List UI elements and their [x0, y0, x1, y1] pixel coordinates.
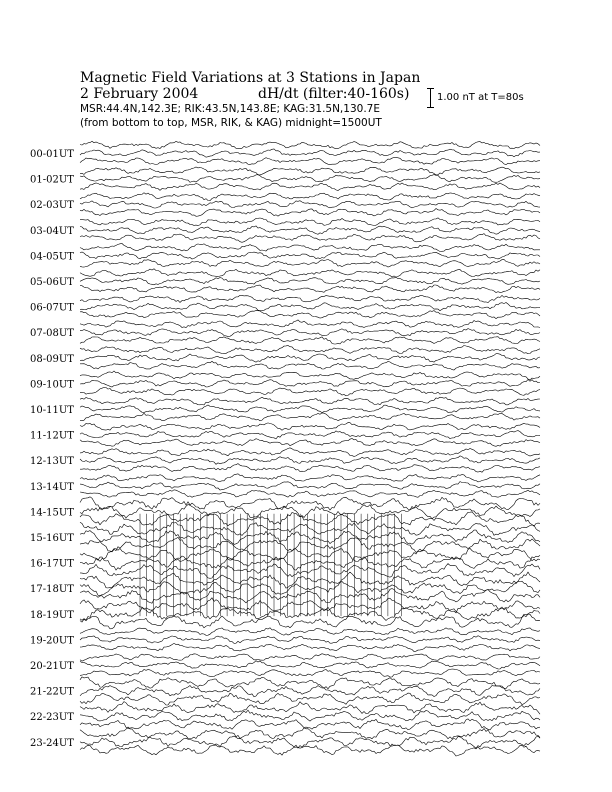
hour-label: 16-17UT — [30, 558, 74, 570]
hour-label: 17-18UT — [30, 584, 74, 596]
trace-msr — [80, 693, 540, 705]
trace-msr — [80, 439, 540, 447]
trace-msr — [80, 537, 540, 552]
trace-msr — [80, 259, 540, 267]
trace-kag — [80, 423, 540, 431]
hour-label: 08-09UT — [30, 353, 74, 365]
trace-kag — [80, 448, 540, 457]
trace-kag — [80, 167, 540, 175]
trace-rik — [80, 405, 540, 413]
station-coordinates: MSR:44.4N,142.3E; RIK:43.5N,143.8E; KAG:31.5N,130.7E — [80, 103, 380, 115]
hour-label: 15-16UT — [30, 533, 74, 544]
trace-rik — [80, 149, 540, 157]
trace-msr — [80, 157, 540, 164]
trace-rik — [80, 482, 540, 490]
trace-msr — [80, 234, 540, 243]
trace-rik — [80, 530, 540, 544]
trace-kag — [80, 727, 540, 739]
hour-label: 02-03UT — [30, 200, 74, 212]
trace-kag — [80, 193, 540, 201]
trace-kag — [80, 218, 540, 226]
trace-rik — [80, 277, 540, 285]
trace-kag — [80, 371, 540, 380]
hour-label: 01-02UT — [30, 174, 74, 186]
hour-label: 03-04UT — [30, 225, 74, 237]
trace-kag — [80, 654, 540, 661]
trace-msr — [80, 337, 540, 344]
trace-kag — [80, 141, 540, 148]
trace-kag — [80, 497, 540, 510]
chart-title: Magnetic Field Variations at 3 Stations in Japan — [80, 70, 421, 86]
hour-label: 23-24UT — [30, 737, 74, 749]
hour-label: 04-05UT — [30, 251, 74, 263]
hour-label: 00-01UT — [30, 149, 74, 160]
hour-label: 12-13UT — [30, 456, 74, 468]
trace-msr — [80, 719, 540, 730]
traces — [80, 141, 540, 756]
hour-label: 14-15UT — [30, 507, 74, 519]
trace-kag — [80, 320, 540, 328]
station-order-note: (from bottom to top, MSR, RIK, & KAG) midnight=1500UT — [80, 117, 382, 129]
trace-kag — [80, 269, 540, 277]
trace-msr — [80, 643, 540, 651]
hour-label: 07-08UT — [30, 328, 74, 340]
trace-msr — [80, 183, 540, 191]
hour-label: 05-06UT — [30, 277, 74, 288]
hour-label: 09-10UT — [30, 379, 74, 391]
trace-msr — [80, 490, 540, 498]
trace-kag — [80, 345, 540, 353]
scale-label: 1.00 nT at T=80s — [437, 92, 524, 103]
hour-label: 20-21UT — [30, 661, 74, 672]
trace-rik — [80, 380, 540, 388]
trace-msr — [80, 285, 540, 293]
trace-rik — [80, 456, 540, 464]
trace-rik — [80, 329, 540, 337]
trace-msr — [80, 669, 540, 677]
trace-kag — [80, 628, 540, 636]
trace-rik — [80, 354, 540, 362]
trace-msr — [80, 744, 540, 756]
storm-spikes — [140, 514, 401, 616]
trace-msr — [80, 311, 540, 319]
trace-msr — [80, 564, 540, 579]
trace-rik — [80, 581, 540, 595]
trace-msr — [80, 464, 540, 473]
trace-rik — [80, 661, 540, 669]
trace-rik — [80, 431, 540, 439]
hour-label: 10-11UT — [30, 405, 74, 416]
trace-msr — [80, 614, 540, 629]
trace-rik — [80, 303, 540, 311]
chart-quantity: dH/dt (filter:40-160s) — [258, 86, 410, 102]
chart-date: 2 February 2004 — [80, 86, 199, 102]
hour-label: 06-07UT — [30, 302, 74, 314]
trace-kag — [80, 397, 540, 405]
trace-rik — [80, 736, 540, 748]
trace-kag — [80, 677, 540, 689]
trace-rik — [80, 175, 540, 183]
trace-msr — [80, 209, 540, 217]
trace-rik — [80, 636, 540, 644]
trace-msr — [80, 512, 540, 526]
trace-msr — [80, 387, 540, 395]
hour-label: 21-22UT — [30, 686, 74, 698]
trace-rik — [80, 252, 540, 259]
hour-label: 11-12UT — [30, 430, 74, 442]
trace-rik — [80, 555, 540, 570]
trace-kag — [80, 295, 540, 302]
trace-msr — [80, 413, 540, 421]
trace-msr — [80, 361, 540, 370]
hour-label: 22-23UT — [30, 712, 74, 724]
trace-kag — [80, 598, 540, 613]
hour-label: 19-20UT — [30, 635, 74, 647]
trace-rik — [80, 226, 540, 234]
trace-rik — [80, 201, 540, 208]
trace-rik — [80, 710, 540, 721]
hour-label: 13-14UT — [30, 481, 74, 493]
hour-label: 18-19UT — [30, 609, 74, 621]
trace-kag — [80, 548, 540, 561]
trace-kag — [80, 244, 540, 252]
trace-rik — [80, 607, 540, 621]
trace-kag — [80, 474, 540, 482]
hour-labels — [30, 149, 74, 749]
